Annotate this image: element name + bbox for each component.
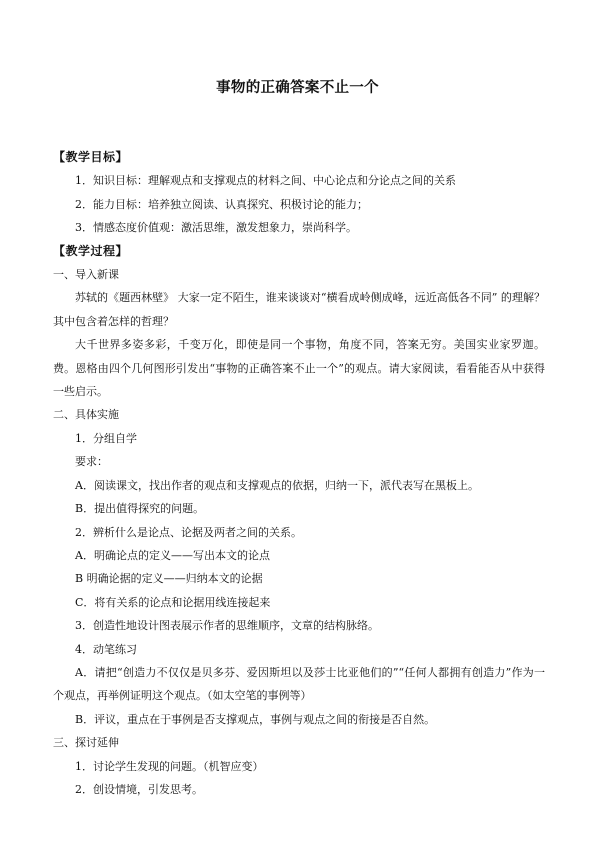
extension-line: 1．讨论学生发现的问题。（机智应变） bbox=[75, 759, 264, 773]
exercise-a-paragraph: A．请把“创造力不仅仅是贝多芬、爱因斯坦以及莎士比亚他们的”“任何人都拥有创造力”作为一个观点，再举例证明这个观点。（如太空笔的事例等） bbox=[53, 665, 545, 703]
implementation-line: 4．动笔练习 bbox=[75, 642, 137, 656]
implementation-line: B．提出值得探究的问题。 bbox=[75, 502, 205, 516]
goal-item: 2．能力目标：培养独立阅读、认真探究、积极讨论的能力； bbox=[75, 197, 368, 211]
page-title: 事物的正确答案不止一个 bbox=[216, 80, 379, 96]
goal-item: 1．知识目标：理解观点和支撑观点的材料之间、中心论点和分论点之间的关系 bbox=[75, 174, 456, 188]
intro-paragraph-1: 苏轼的《题西林壁》 大家一定不陌生，谁来谈谈对“横看成岭侧成峰，远近高低各不同” 的理解？其中包含着怎样的哲理？ bbox=[53, 291, 545, 328]
implementation-line: C．将有关系的论点和论据用线连接起来 bbox=[75, 595, 271, 609]
extension-heading: 三、探讨延伸 bbox=[53, 736, 119, 750]
intro-heading: 一、导入新课 bbox=[53, 268, 119, 282]
document-body bbox=[53, 146, 545, 801]
implementation-line: 3．创造性地设计图表展示作者的思维顺序，文章的结构脉络。 bbox=[75, 619, 379, 633]
implementation-line: 2．辨析什么是论点、论据及两者之间的关系。 bbox=[75, 525, 302, 539]
extension-line: 2．创设情境，引发思考。 bbox=[75, 782, 203, 796]
implementation-line: B 明确论据的定义——归纳本文的论据 bbox=[75, 572, 263, 586]
implementation-line: 1．分组自学 bbox=[75, 431, 137, 445]
implementation-line: A．明确论点的定义——写出本文的论点 bbox=[75, 548, 270, 562]
intro-paragraph-2: 大千世界多姿多彩，千变万化，即使是同一个事物，角度不同，答案无穷。美国实业家罗迦。费。恩格由四个几何图形引发出“事物的正确答案不止一个”的观点。请大家阅读，看看能否从中获得一些启示。 bbox=[53, 338, 545, 399]
goal-item: 3．情感态度价值观：激活思维，激发想象力，崇尚科学。 bbox=[75, 221, 357, 235]
process-heading: 【教学过程】 bbox=[53, 243, 129, 258]
implementation-line: A．阅读课文，找出作者的观点和支撑观点的依据，归纳一下，派代表写在黑板上。 bbox=[75, 478, 479, 492]
exercise-b-paragraph: B．评议，重点在于事例是否支撑观点，事例与观点之间的衔接是否自然。 bbox=[75, 712, 436, 726]
goals-heading: 【教学目标】 bbox=[53, 150, 129, 164]
implementation-heading: 二、具体实施 bbox=[53, 408, 119, 422]
implementation-line: 要求： bbox=[75, 455, 108, 469]
